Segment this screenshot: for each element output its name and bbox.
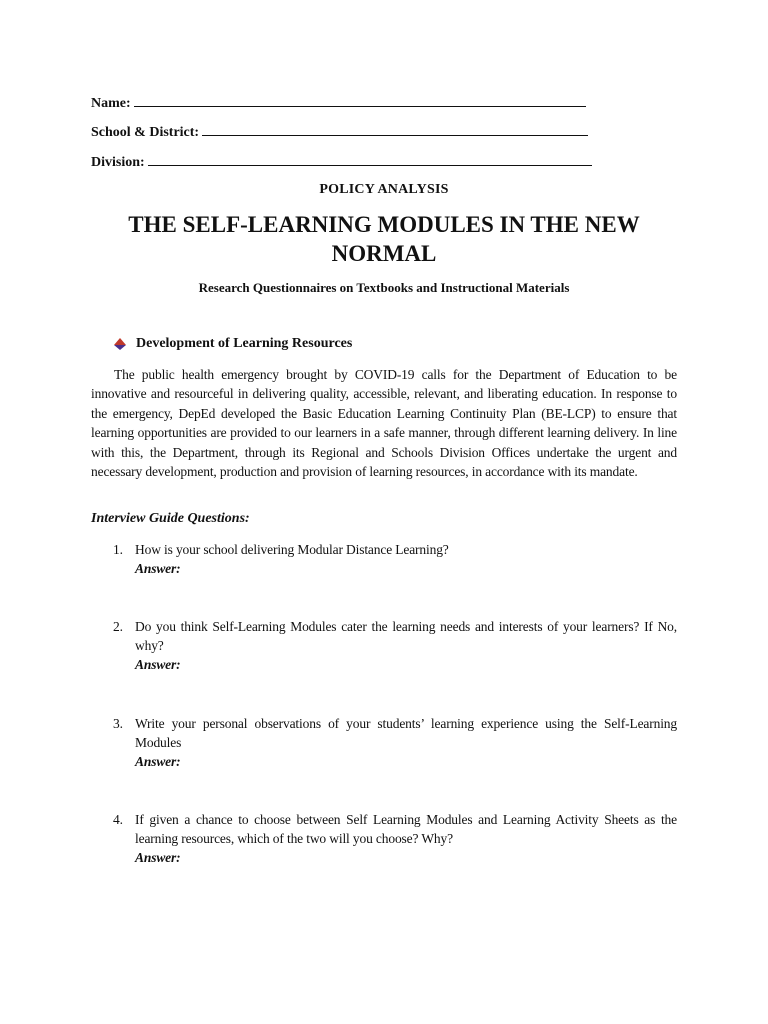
answer-label[interactable]: Answer: <box>135 754 181 769</box>
school-district-blank-line[interactable] <box>202 123 588 136</box>
name-blank-line[interactable] <box>134 94 586 107</box>
question-text: If given a chance to choose between Self Learning Modules and Learning Activity Sheets as the learning resources, which of the two will you choose? Why? <box>135 812 677 846</box>
question-number: 3. <box>113 716 123 731</box>
question-text: How is your school delivering Modular Distance Learning? <box>135 542 449 557</box>
school-district-label: School & District: <box>91 125 200 140</box>
intro-paragraph: The public health emergency brought by COVID-19 calls for the Department of Education to be innovative and resourceful in delivering quality, accessible, relevant, and liberating education. In response to the emergency, DepEd developed the Basic Education Learning Continuity Plan (BE-LCP) to ensure that learning opportunities are provided to our learners in a safe manner, through different learning delivery. In line with this, the Department, through its Regional and Schools Division Offices undertake the urgent and necessary development, production and provision of learning resources, in accordance with its mandate. <box>91 367 677 480</box>
question-number: 2. <box>113 619 123 634</box>
name-label: Name: <box>91 96 131 111</box>
interview-guide-heading: Interview Guide Questions: <box>91 511 250 526</box>
document-title: THE SELF-LEARNING MODULES IN THE NEW NORMAL <box>128 212 640 266</box>
question-item <box>113 617 677 674</box>
answer-label[interactable]: Answer: <box>135 850 181 865</box>
answer-label[interactable]: Answer: <box>135 561 181 576</box>
question-item <box>113 540 677 578</box>
diamond-bullet-icon <box>114 338 126 350</box>
section-heading-text: Development of Learning Resources <box>136 336 353 351</box>
document-subtitle: Research Questionnaires on Textbooks and Instructional Materials <box>198 280 570 295</box>
question-item <box>113 810 677 867</box>
question-text: Do you think Self-Learning Modules cater the learning needs and interests of your learners? If No, why? <box>135 619 677 653</box>
question-item <box>113 714 677 771</box>
division-label: Division: <box>91 155 145 170</box>
answer-label[interactable]: Answer: <box>135 657 181 672</box>
division-field <box>91 153 592 171</box>
question-text: Write your personal observations of your students’ learning experience using the Self-Learning Modules <box>135 716 677 750</box>
division-blank-line[interactable] <box>148 153 592 166</box>
policy-analysis-label: POLICY ANALYSIS <box>319 182 449 197</box>
question-number: 1. <box>113 542 123 557</box>
name-field <box>91 94 586 112</box>
section-heading <box>114 336 352 352</box>
school-district-field <box>91 123 588 141</box>
question-number: 4. <box>113 812 123 827</box>
